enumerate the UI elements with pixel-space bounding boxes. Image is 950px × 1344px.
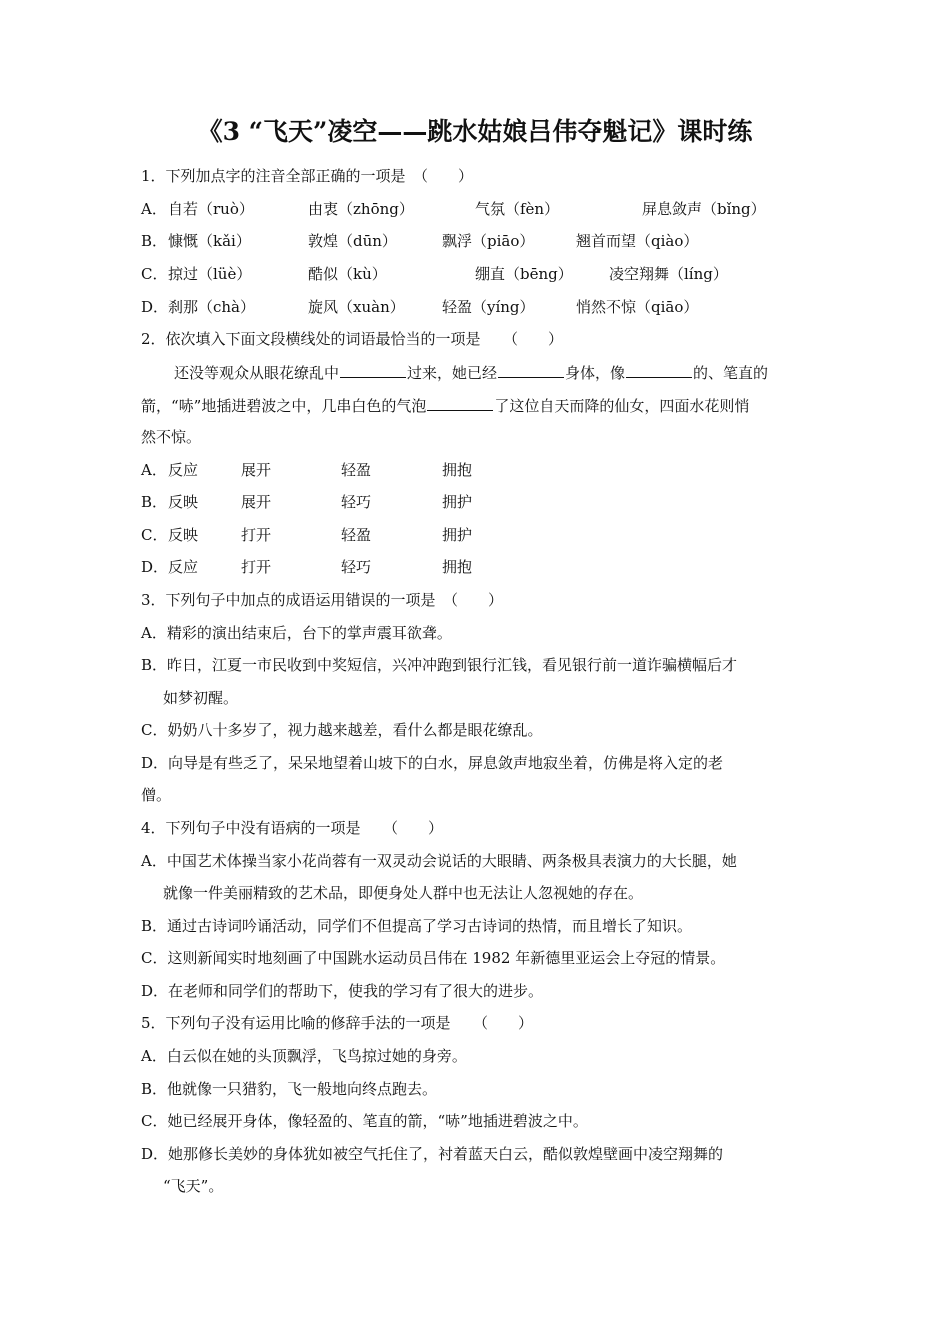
- q3-option-b: B．昨日，江夏一市民收到中奖短信，兴冲冲跑到银行汇钱，看见银行前一道诈骗横幅后才: [141, 656, 738, 674]
- option-item: 拥抱: [442, 558, 473, 576]
- option-item: 反映: [168, 493, 199, 511]
- option-item: 反应: [168, 461, 199, 479]
- option-label: B．: [141, 232, 168, 250]
- option-label: C．: [141, 265, 168, 283]
- option-item: 悄然不惊（qiāo）: [576, 298, 699, 316]
- q3-option-d: D．向导是有些乏了，呆呆地望着山坡下的白水，屏息敛声地寂坐着，仿佛是将入定的老: [141, 754, 724, 772]
- passage-text: 了这位自天而降的仙女，四面水花则悄: [494, 397, 750, 415]
- option-label: C．: [141, 526, 168, 544]
- q4-option-b: B．通过古诗词吟诵活动，同学们不但提高了学习古诗词的热情，而且增长了知识。: [141, 917, 693, 935]
- option-item: 拥护: [442, 493, 473, 511]
- passage-text: 过来，她已经: [407, 364, 498, 382]
- passage-text: 箭，“哧”地插进碧波之中，几串白色的气泡: [141, 397, 427, 415]
- q5-option-d: D．她那修长美妙的身体犹如被空气托住了，衬着蓝天白云，酷似敦煌壁画中凌空翔舞的: [141, 1145, 724, 1163]
- option-label: A．: [141, 200, 167, 218]
- q2-passage-line-3: 然不惊。: [141, 428, 202, 446]
- option-item: 屏息敛声（bǐng）: [642, 200, 766, 218]
- option-item: 展开: [241, 493, 272, 511]
- option-item: 反映: [168, 526, 199, 544]
- option-item: 打开: [241, 558, 272, 576]
- passage-text: 身体，像: [565, 364, 626, 382]
- page-title: 《3 “飞天”凌空——跳水姑娘吕伟夺魁记》课时练: [197, 117, 753, 146]
- option-label: B．: [141, 493, 168, 511]
- option-item: 旋风（xuàn）: [308, 298, 405, 316]
- option-item: 展开: [241, 461, 272, 479]
- option-item: 轻盈: [341, 526, 372, 544]
- q4-option-c: C．这则新闻实时地刻画了中国跳水运动员吕伟在 1982 年新德里亚运会上夺冠的情景。: [141, 949, 726, 967]
- option-item: 凌空翔舞（líng）: [609, 265, 728, 283]
- option-item: 掠过（lüè）: [168, 265, 252, 283]
- option-item: 翘首而望（qiào）: [576, 232, 699, 250]
- q5-option-d-cont: “飞天”。: [163, 1177, 224, 1195]
- q4-option-a: A．中国艺术体操当家小花尚蓉有一双灵动会说话的大眼睛、两条极具表演力的大长腿，她: [141, 852, 737, 870]
- q5-stem: 5．下列句子没有运用比喻的修辞手法的一项是 （ ）: [141, 1014, 534, 1032]
- option-item: 绷直（bēng）: [475, 265, 573, 283]
- option-item: 慷慨（kǎi）: [168, 232, 251, 250]
- option-item: 反应: [168, 558, 199, 576]
- fill-blank: [498, 362, 564, 378]
- q3-option-c: C．奶奶八十多岁了，视力越来越差，看什么都是眼花缭乱。: [141, 721, 543, 739]
- option-item: 敦煌（dūn）: [308, 232, 397, 250]
- passage-text: 还没等观众从眼花缭乱中: [174, 364, 340, 382]
- q4-option-a-cont: 就像一件美丽精致的艺术品，即便身处人群中也无法让人忽视她的存在。: [163, 884, 644, 902]
- q3-option-a: A．精彩的演出结束后，台下的掌声震耳欲聋。: [141, 624, 452, 642]
- option-item: 飘浮（piāo）: [442, 232, 535, 250]
- option-item: 轻盈（yíng）: [442, 298, 535, 316]
- option-label: D．: [141, 298, 169, 316]
- q2-passage-line-1: [141, 362, 821, 383]
- q5-option-b: B．他就像一只猎豹，飞一般地向终点跑去。: [141, 1080, 438, 1098]
- q2-stem: 2．依次填入下面文段横线处的词语最恰当的一项是 （ ）: [141, 330, 564, 348]
- option-item: 打开: [241, 526, 272, 544]
- option-item: 刹那（chà）: [168, 298, 256, 316]
- option-item: 拥抱: [442, 461, 473, 479]
- q4-option-d: D．在老师和同学们的帮助下，使我的学习有了很大的进步。: [141, 982, 544, 1000]
- q5-option-c: C．她已经展开身体，像轻盈的、笔直的箭，“哧”地插进碧波之中。: [141, 1112, 588, 1130]
- fill-blank: [626, 362, 692, 378]
- q3-option-d-cont: 僧。: [141, 786, 172, 804]
- q4-stem: 4．下列句子中没有语病的一项是 （ ）: [141, 819, 444, 837]
- option-label: A．: [141, 461, 167, 479]
- q3-stem: 3．下列句子中加点的成语运用错误的一项是 （ ）: [141, 591, 504, 609]
- option-label: D．: [141, 558, 169, 576]
- q1-stem: 1．下列加点字的注音全部正确的一项是 （ ）: [141, 167, 474, 185]
- q5-option-a: A．白云似在她的头顶飘浮，飞鸟掠过她的身旁。: [141, 1047, 467, 1065]
- option-item: 由衷（zhōng）: [308, 200, 414, 218]
- q2-passage-line-2: [141, 395, 821, 416]
- option-item: 酷似（kù）: [308, 265, 387, 283]
- q3-option-b-cont: 如梦初醒。: [163, 689, 239, 707]
- passage-text: 的、笔直的: [693, 364, 769, 382]
- fill-blank: [340, 362, 406, 378]
- option-item: 轻盈: [341, 461, 372, 479]
- fill-blank: [427, 395, 493, 411]
- option-item: 气氛（fèn）: [475, 200, 560, 218]
- option-item: 自若（ruò）: [168, 200, 254, 218]
- option-item: 轻巧: [341, 558, 372, 576]
- option-item: 拥护: [442, 526, 473, 544]
- option-item: 轻巧: [341, 493, 372, 511]
